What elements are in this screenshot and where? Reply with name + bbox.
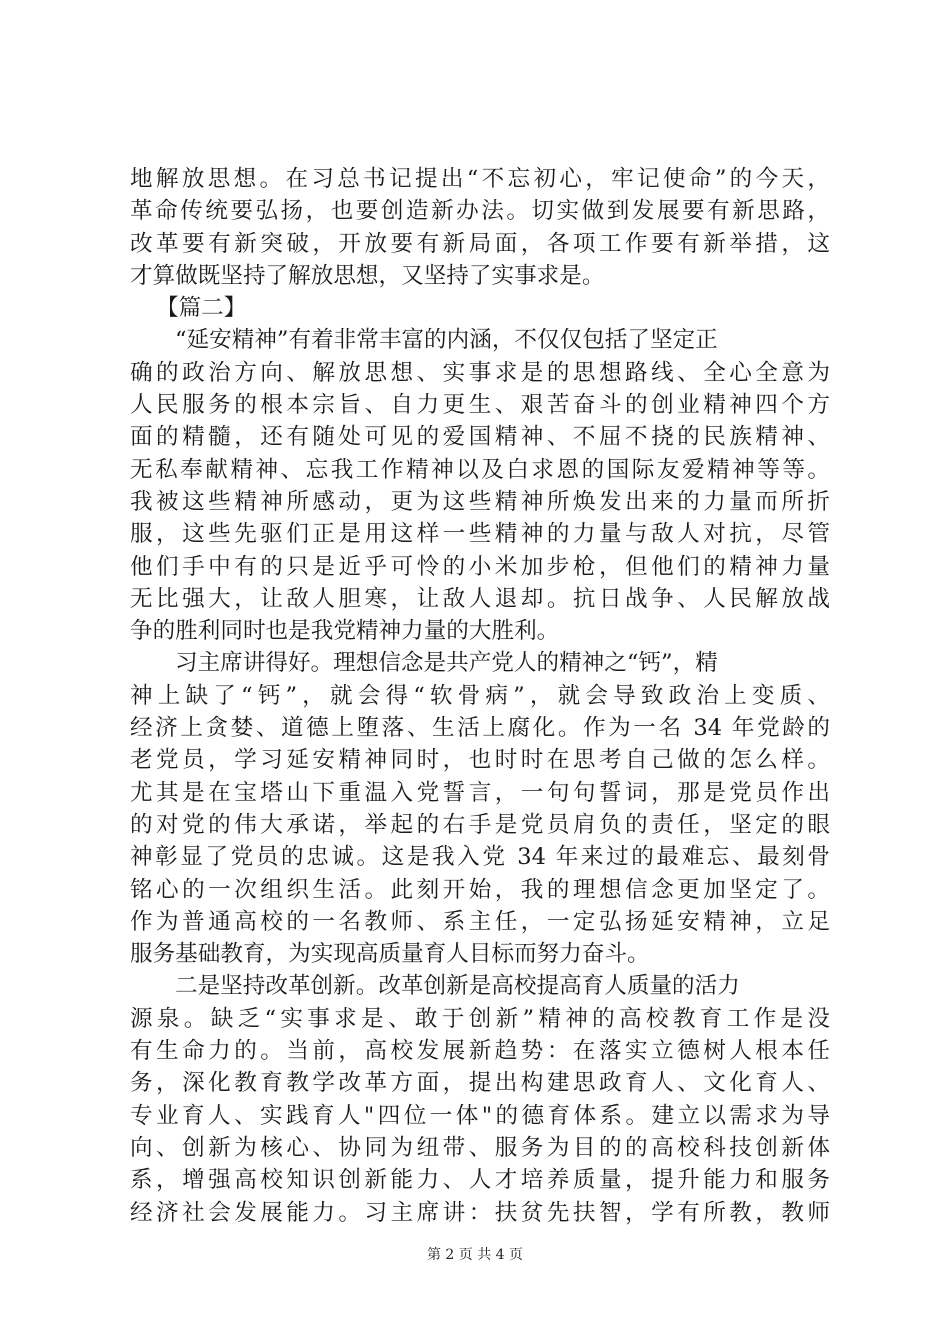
text-line: 他们手中有的只是近乎可怜的小米加步枪，但他们的精神力量 (130, 553, 830, 580)
text-line: “延安精神”有着非常丰富的内涵，不仅仅包括了坚定正 (175, 327, 718, 354)
text-line: 系，增强高校知识创新能力、人才培养质量，提升能力和服务 (130, 1167, 830, 1194)
page-footer: 第 2 页 共 4 页 (426, 1247, 524, 1263)
text-line: 服务基础教育，为实现高质量育人目标而努力奋斗。 (130, 941, 650, 968)
text-line: 有生命力的。当前，高校发展新趋势：在落实立德树人根本任 (130, 1038, 830, 1065)
text-line: 革命传统要弘扬，也要创造新办法。切实做到发展要有新思路， (130, 198, 830, 225)
text-line: 人民服务的根本宗旨、自力更生、艰苦奋斗的创业精神四个方 (130, 392, 830, 419)
text-line: 老党员，学习延安精神同时，也时时在思考自己做的怎么样。 (130, 747, 830, 774)
text-line: 的对党的伟大承诺，举起的右手是党员肩负的责任，坚定的眼 (130, 811, 830, 838)
text-line: 经济社会发展能力。习主席讲：扶贫先扶智，学有所教，教师 (130, 1199, 830, 1226)
text-line: 铭心的一次组织生活。此刻开始，我的理想信念更加坚定了。 (130, 876, 830, 903)
text-line: 神上缺了“钙”，就会得“软骨病”，就会导致政治上变质、 (130, 682, 830, 709)
text-line: 源泉。缺乏“实事求是、敢于创新”精神的高校教育工作是没 (130, 1005, 830, 1032)
text-line: 二是坚持改革创新。改革创新是高校提高育人质量的活力 (175, 973, 740, 1000)
text-line: 经济上贪婪、道德上堕落、生活上腐化。作为一名 34 年党龄的 (130, 715, 830, 742)
text-line: 地解放思想。在习总书记提出“不忘初心，牢记使命”的今天， (130, 166, 830, 192)
text-line: 才算做既坚持了解放思想，又坚持了实事求是。 (130, 262, 605, 289)
section-heading: 【篇二】 (156, 295, 247, 322)
text-line: 争的胜利同时也是我党精神力量的大胜利。 (130, 618, 560, 645)
text-line: 无私奉献精神、忘我工作精神以及白求恩的国际友爱精神等等。 (130, 456, 830, 483)
text-line: 神彰显了党员的忠诚。这是我入党 34 年来过的最难忘、最刻骨 (130, 844, 830, 871)
text-line: 尤其是在宝塔山下重温入党誓言，一句句誓词，那是党员作出 (130, 779, 830, 806)
text-line: 服，这些先驱们正是用这样一些精神的力量与敌人对抗，尽管 (130, 521, 830, 548)
document-body (130, 163, 830, 1229)
text-line: 习主席讲得好。理想信念是共产党人的精神之“钙”，精 (175, 650, 718, 677)
text-line: 面的精髓，还有随处可见的爱国精神、不屈不挠的民族精神、 (130, 424, 830, 451)
text-line: 作为普通高校的一名教师、系主任，一定弘扬延安精神，立足 (130, 908, 830, 935)
text-line: 我被这些精神所感动，更为这些精神所焕发出来的力量而所折 (130, 488, 830, 515)
text-line: 改革要有新突破，开放要有新局面，各项工作要有新举措，这 (130, 230, 830, 257)
text-line: 向、创新为核心、协同为纽带、服务为目的的高校科技创新体 (130, 1134, 830, 1161)
text-line: 无比强大，让敌人胆寒，让敌人退却。抗日战争、人民解放战 (130, 585, 830, 612)
text-line: 务，深化教育教学改革方面，提出构建思政育人、文化育人、 (130, 1070, 830, 1097)
text-line: 确的政治方向、解放思想、实事求是的思想路线、全心全意为 (130, 359, 830, 386)
text-line: 专业育人、实践育人"四位一体"的德育体系。建立以需求为导 (130, 1102, 830, 1129)
